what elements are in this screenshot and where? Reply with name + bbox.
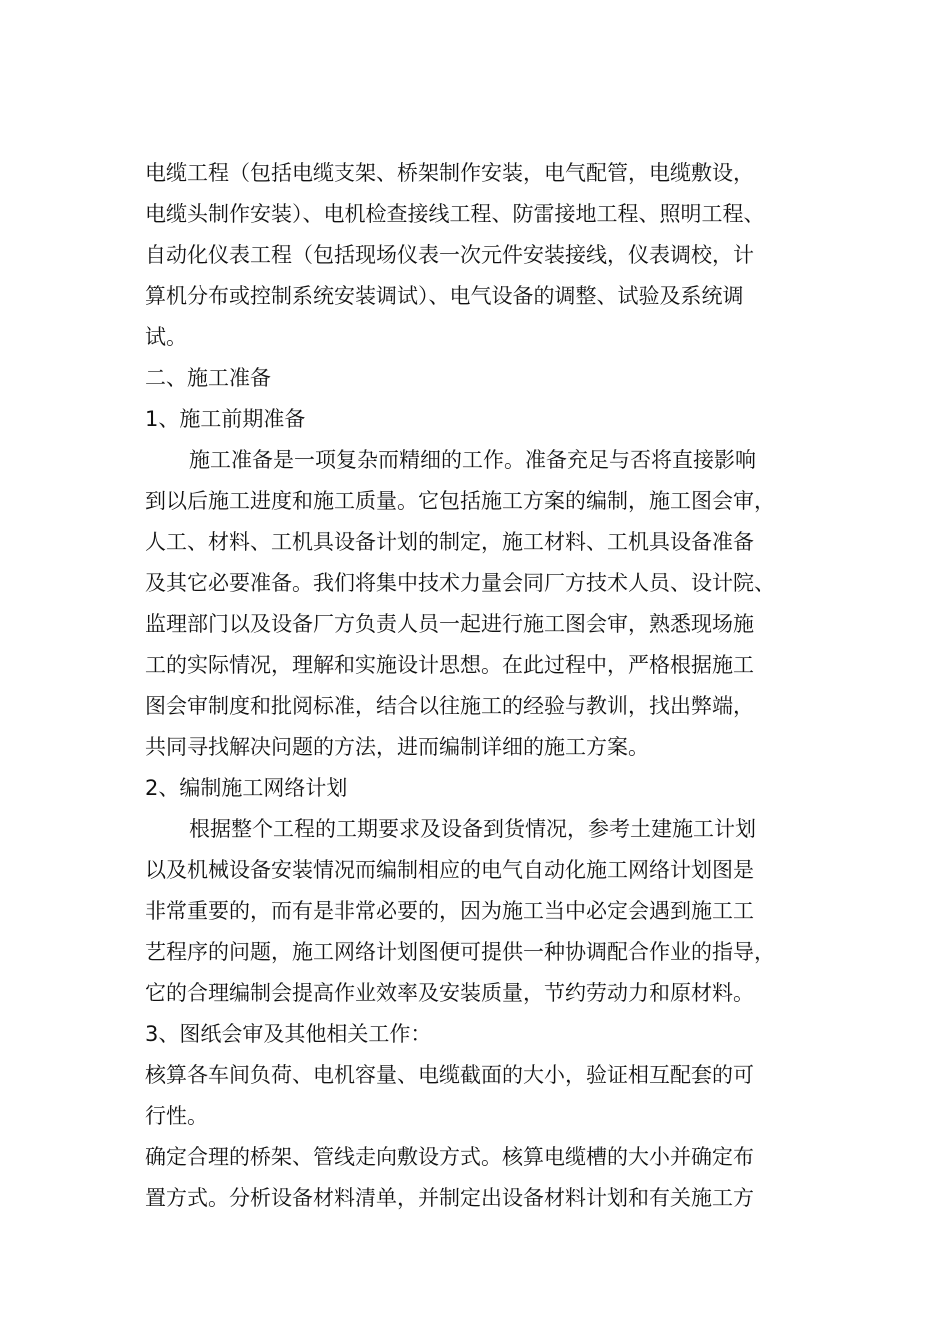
text-line: 行性。 [145,1104,208,1128]
text-line: 人工、材料、工机具设备计划的制定，施工材料、工机具设备准备 [145,530,754,554]
text-line: 2、编制施工网络计划 [145,776,348,800]
text-line: 以及机械设备安装情况而编制相应的电气自动化施工网络计划图是 [145,858,754,882]
text-line: 到以后施工进度和施工质量。它包括施工方案的编制，施工图会审， [145,489,775,513]
text-line: 置方式。分析设备材料清单，并制定出设备材料计划和有关施工方 [145,1186,754,1210]
text-line: 自动化仪表工程（包括现场仪表一次元件安装接线，仪表调校，计 [145,243,754,267]
text-line: 电缆工程（包括电缆支架、桥架制作安装，电气配管，电缆敷设， [145,161,754,185]
text-line: 非常重要的，而有是非常必要的，因为施工当中必定会遇到施工工 [145,899,754,923]
text-line: 它的合理编制会提高作业效率及安装质量，节约劳动力和原材料。 [145,981,754,1005]
text-line: 3、图纸会审及其他相关工作： [145,1022,432,1046]
text-line: 核算各车间负荷、电机容量、电缆截面的大小，验证相互配套的可 [145,1063,754,1087]
text-line: 及其它必要准备。我们将集中技术力量会同厂方技术人员、设计院、 [145,571,775,595]
text-line: 工的实际情况，理解和实施设计思想。在此过程中，严格根据施工 [145,653,754,677]
text-line: 根据整个工程的工期要求及设备到货情况，参考土建施工计划 [189,817,756,841]
text-line: 试。 [145,325,187,349]
text-line: 二、施工准备 [145,366,271,390]
text-line: 监理部门以及设备厂方负责人员一起进行施工图会审，熟悉现场施 [145,612,754,636]
text-line: 艺程序的问题，施工网络计划图便可提供一种协调配合作业的指导， [145,940,775,964]
document-body [145,153,815,1219]
text-line: 1、施工前期准备 [145,407,306,431]
text-line: 电缆头制作安装）、电机检查接线工程、防雷接地工程、照明工程、 [145,202,765,226]
text-line: 施工准备是一项复杂而精细的工作。准备充足与否将直接影响 [189,448,756,472]
text-line: 确定合理的桥架、管线走向敷设方式。核算电缆槽的大小并确定布 [145,1145,754,1169]
text-line: 算机分布或控制系统安装调试）、电气设备的调整、试验及系统调 [145,284,744,308]
text-line: 图会审制度和批阅标准，结合以往施工的经验与教训，找出弊端， [145,694,754,718]
text-line: 共同寻找解决问题的方法，进而编制详细的施工方案。 [145,735,649,759]
